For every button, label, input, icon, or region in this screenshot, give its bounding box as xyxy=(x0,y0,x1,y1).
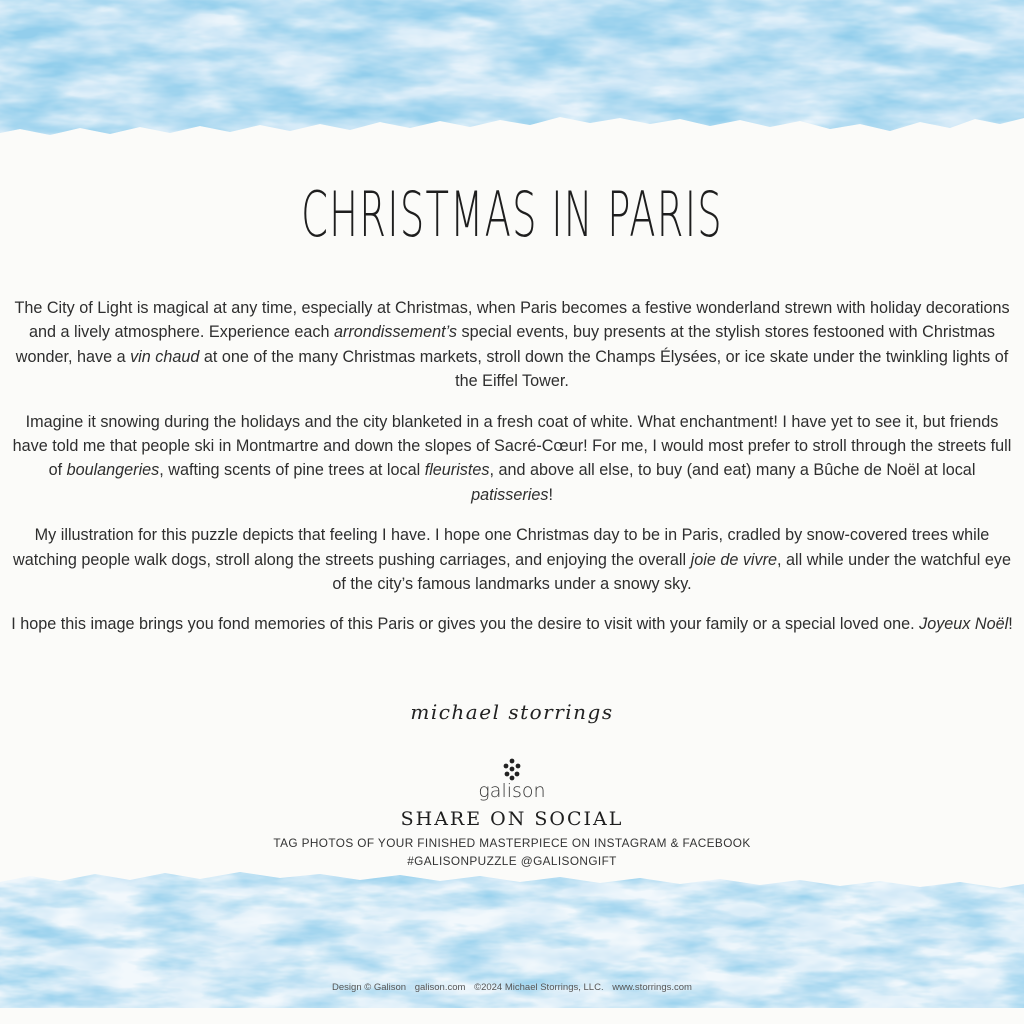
text-span: ! xyxy=(548,485,553,504)
galison-wordmark: galison xyxy=(478,780,546,802)
text-span: special events, buy presents at the stylish stores festooned with Christmas wonder, have a xyxy=(15,323,996,366)
text-span: My illustration for this puzzle depicts that feeling I have. I hope one Christmas day to be in Paris, cradled by snow-covered trees while watching people walk dogs, stroll along the streets pushing carriages, and enjoying the overall xyxy=(13,526,990,569)
italic-term: boulangeries xyxy=(66,461,160,480)
share-instructions: TAG PHOTOS OF YOUR FINISHED MASTERPIECE ON INSTAGRAM & FACEBOOK xyxy=(273,836,751,850)
intro-text xyxy=(8,296,1016,653)
paragraph-3 xyxy=(8,523,1016,596)
paragraph-1 xyxy=(8,296,1016,394)
italic-term: joie de vivre xyxy=(690,550,778,569)
italic-term: Joyeux Noël xyxy=(919,615,1009,634)
text-span: ! xyxy=(1008,615,1013,634)
text-span: The City of Light is magical at any time, especially at Christmas, when Paris becomes a festive wonderland strewn with holiday decorations and a lively atmosphere. Experience each xyxy=(14,299,1010,342)
artist-signature: michael storrings xyxy=(410,700,614,724)
share-heading: SHARE ON SOCIAL xyxy=(400,808,624,830)
italic-term: fleuristes xyxy=(424,461,490,480)
bottom-watercolor-art xyxy=(0,868,1024,1024)
bottom-watercolor-band xyxy=(0,868,1024,1024)
paragraph-4 xyxy=(8,612,1016,636)
galison-website-link[interactable]: galison.com xyxy=(414,982,466,993)
paragraph-2 xyxy=(8,410,1016,508)
top-watercolor-band xyxy=(0,0,1024,150)
design-credit: Design © Galison xyxy=(332,982,407,993)
artist-website-link[interactable]: www.storrings.com xyxy=(612,982,692,993)
text-span: , wafting scents of pine trees at local xyxy=(159,461,425,480)
copyright-notice: ©2024 Michael Storrings, LLC. xyxy=(474,982,604,993)
galison-logo xyxy=(0,758,1024,802)
share-hashtags: #GALISONPUZZLE @GALISONGIFT xyxy=(407,854,617,868)
text-span: Imagine it snowing during the holidays and the city blanketed in a fresh coat of white. What enchantment! I have yet to see it, but friends have told me that people ski in Montmartre and down the slopes of Sacré-Cœur! For me, I would most prefer to stroll through the streets full of xyxy=(12,412,1012,480)
italic-term: patisseries xyxy=(471,485,549,504)
top-watercolor-art xyxy=(0,0,1024,150)
footer-credits xyxy=(0,982,1024,993)
text-span: , all while under the watchful eye of the city’s famous landmarks under a snowy sky. xyxy=(332,550,1011,594)
text-span: I hope this image brings you fond memories of this Paris or gives you the desire to visit with your family or a special loved one. xyxy=(11,615,920,634)
italic-term: vin chaud xyxy=(130,347,200,366)
text-span: at one of the many Christmas markets, stroll down the Champs Élysées, or ice skate under the twinkling lights of the Eiffel Tower. xyxy=(199,347,1009,391)
text-span: , and above all else, to buy (and eat) many a Bûche de Noël at local xyxy=(489,461,976,480)
galison-dots-icon xyxy=(499,758,525,782)
page-title: CHRISTMAS IN PARIS xyxy=(301,178,723,251)
italic-term: arrondissement’s xyxy=(334,323,457,342)
